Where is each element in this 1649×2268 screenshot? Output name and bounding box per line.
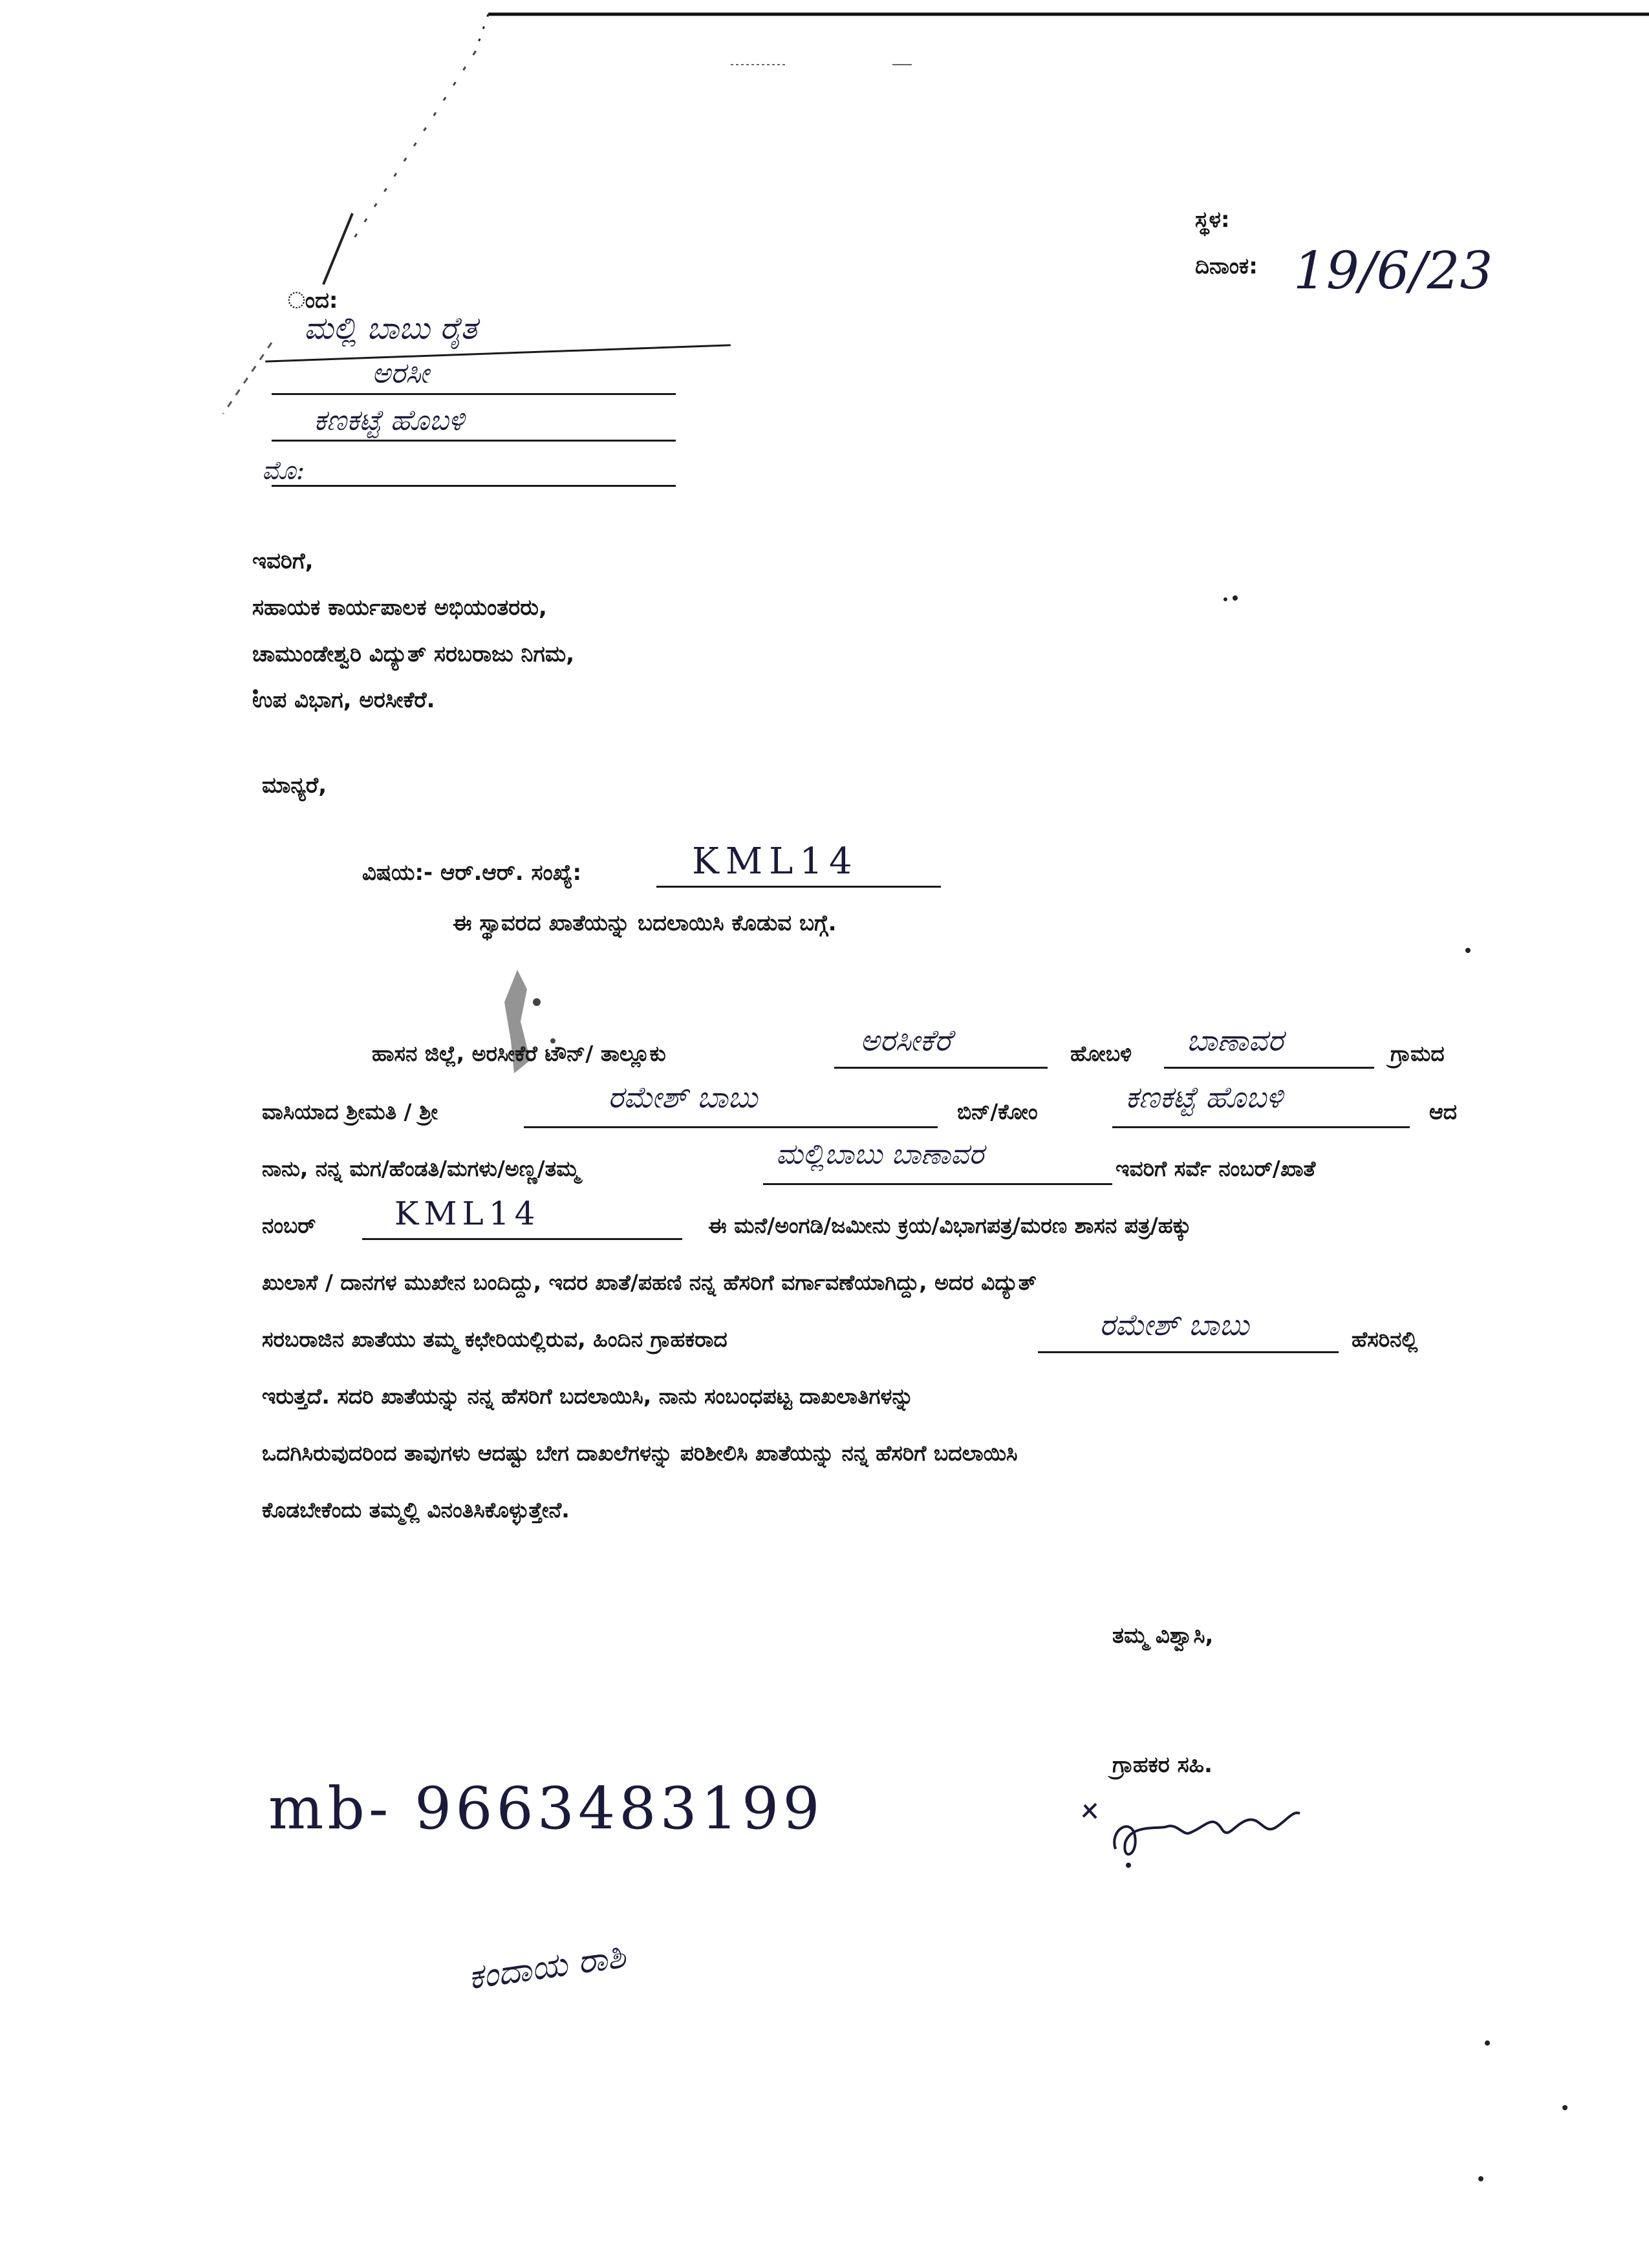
- to-greeting: ಇವರಿಗೆ,: [252, 548, 314, 574]
- body-l4-b: ಈ ಮನೆ/ಅಂಗಡಿ/ಜಮೀನು ಕ್ರಯ/ವಿಭಾಗಪತ್ರ/ಮರಣ ಶಾಸನ ಪತ್ರ/ಹಕ್ಕು: [708, 1213, 1192, 1238]
- relative-underline: [763, 1183, 1112, 1185]
- to-line-3: ಉಪ ವಿಭಾಗ, ಅರಸೀಕೆರೆ.: [252, 687, 435, 713]
- body-l7: ಇರುತ್ತದೆ. ಸದರಿ ಖಾತೆಯನ್ನು ನನ್ನ ಹೆಸರಿಗೆ ಬದಲಾಯಿಸಿ, ನಾನು ಸಂಬಂಧಪಟ್ಟ ದಾಖಲಾತಿಗಳನ್ನು: [262, 1384, 914, 1409]
- to-line-1: ಸಹಾಯಕ ಕಾರ್ಯಪಾಲಕ ಅಭಿಯಂತರರು,: [252, 595, 547, 621]
- from-line-1: ಮಲ್ಲಿ ಬಾಬು ರೈತ: [304, 310, 477, 347]
- hobli-underline: [1164, 1067, 1374, 1069]
- subject-rr-number: KML14: [692, 840, 859, 883]
- body-l6-a: ಸರಬರಾಜಿನ ಖಾತೆಯು ತಮ್ಮ ಕಛೇರಿಯಲ್ಲಿರುವ, ಹಿಂದಿನ ಗ್ರಾಹಕರಾದ: [262, 1327, 727, 1352]
- taluk-underline: [834, 1067, 1048, 1069]
- body-l5: ಖುಲಾಸೆ / ದಾನಗಳ ಮುಖೇನ ಬಂದಿದ್ದು, ಇದರ ಖಾತೆ/ಪಹಣಿ ನನ್ನ ಹೆಸರಿಗೆ ವರ್ಗಾವಣೆಯಾಗಿದ್ದು, ಅದರ ವಿದ್ಯುತ್: [262, 1270, 1037, 1295]
- body-l1-c: ಗ್ರಾಮದ: [1390, 1041, 1445, 1066]
- body-l8: ಒದಗಿಸಿರುವುದರಿಂದ ತಾವುಗಳು ಆದಷ್ಟು ಬೇಗ ದಾಖಲೆಗಳನ್ನು ಪರಿಶೀಲಿಸಿ ಖಾತೆಯನ್ನು ನನ್ನ ಹೆಸರಿಗೆ ಬದಲಾಯಿಸಿ: [262, 1440, 1018, 1466]
- body-l4-a: ನಂಬರ್: [262, 1213, 316, 1238]
- from-underline-4: [272, 485, 676, 487]
- body-l6-name: ರಮೇಶ್ ಬಾಬು: [1099, 1307, 1249, 1342]
- body-l1-taluk: ಅರಸೀಕೆರೆ: [860, 1023, 952, 1058]
- date-value: 19/6/23: [1293, 241, 1493, 301]
- date-label: ದಿನಾಂಕ:: [1195, 253, 1258, 279]
- body-l3-a: ನಾನು, ನನ್ನ ಮಗ/ಹೆಂಡತಿ/ಮಗಳು/ಅಣ್ಣ/ತಮ್ಮ: [262, 1156, 580, 1181]
- from-line-3: ಕಣಕಟ್ಟೆ ಹೊಬಳಿ: [314, 404, 464, 437]
- closing-sign-label: ಗ್ರಾಹಕರ ಸಹಿ.: [1112, 1752, 1212, 1778]
- prev-consumer-underline: [1038, 1351, 1339, 1353]
- body-l4-num: KML14: [394, 1195, 541, 1232]
- body-l2-b: ಬಿನ್/ಕೋಂ: [957, 1099, 1038, 1124]
- body-l1-a: ಹಾಸನ ಜಿಲ್ಲೆ, ಅರಸೀಕೆರೆ ಟೌನ್/ ತಾಲ್ಲೂಕು: [372, 1041, 666, 1066]
- body-l6-b: ಹೆಸರಿನಲ್ಲಿ: [1352, 1327, 1418, 1352]
- body-l3-name: ಮಲ್ಲಿಬಾಬು ಬಾಣಾವರ: [776, 1138, 984, 1171]
- body-l1-b: ಹೋಬಳಿ: [1070, 1041, 1132, 1066]
- salutation: ಮಾನ್ಯರೆ,: [262, 773, 327, 798]
- signature: [1070, 1791, 1316, 1881]
- body-l2-father: ಕಣಕಟ್ಟೆ ಹೊಬಳಿ: [1125, 1080, 1283, 1115]
- to-line-2: ಚಾಮುಂಡೇಶ್ವರಿ ವಿದ್ಯುತ್ ಸರಬರಾಜು ನಿಗಮ,: [252, 641, 575, 667]
- place-label: ಸ್ಥಳ:: [1195, 207, 1230, 233]
- subject-underline: [656, 886, 941, 888]
- body-l2-a: ವಾಸಿಯಾದ ಶ್ರೀಮತಿ / ಶ್ರೀ: [262, 1099, 438, 1124]
- body-l3-b: ಇವರಿಗೆ ಸರ್ವೆ ನಂಬರ್/ಖಾತೆ: [1116, 1156, 1316, 1181]
- from-underline-2: [272, 393, 676, 395]
- footer-note: ಕಂದಾಯ ರಾಶಿ: [466, 1936, 628, 1998]
- from-line-2: ಅರಸೀ: [372, 357, 429, 390]
- subject-line-2: ಈ ಸ್ಥಾವರದ ಖಾತೆಯನ್ನು ಬದಲಾಯಿಸಿ ಕೊಡುವ ಬಗ್ಗೆ.: [453, 910, 837, 936]
- father-underline: [1112, 1126, 1410, 1128]
- body-l1-hobli: ಬಾಣಾವರ: [1187, 1023, 1284, 1058]
- survey-underline: [362, 1238, 682, 1240]
- from-label: ಂದ:: [288, 288, 338, 314]
- body-l9: ಕೊಡಬೇಕೆಂದು ತಮ್ಮಲ್ಲಿ ವಿನಂತಿಸಿಕೊಳ್ಳುತ್ತೇನೆ.: [262, 1497, 570, 1523]
- body-l2-c: ಆದ: [1429, 1099, 1458, 1124]
- closing-yours: ತಮ್ಮ ವಿಶ್ವಾಸಿ,: [1112, 1623, 1214, 1649]
- body-l2-name: ರಮೇಶ್ ಬಾಬು: [608, 1080, 758, 1115]
- subject-label: ವಿಷಯ:- ಆರ್.ಆರ್. ಸಂಖ್ಯೆ:: [362, 860, 582, 886]
- mobile-number: mb- 9663483199: [268, 1775, 824, 1843]
- from-underline-3: [272, 440, 676, 442]
- name-underline: [524, 1126, 938, 1128]
- from-line-4: ಮೊ:: [262, 456, 305, 486]
